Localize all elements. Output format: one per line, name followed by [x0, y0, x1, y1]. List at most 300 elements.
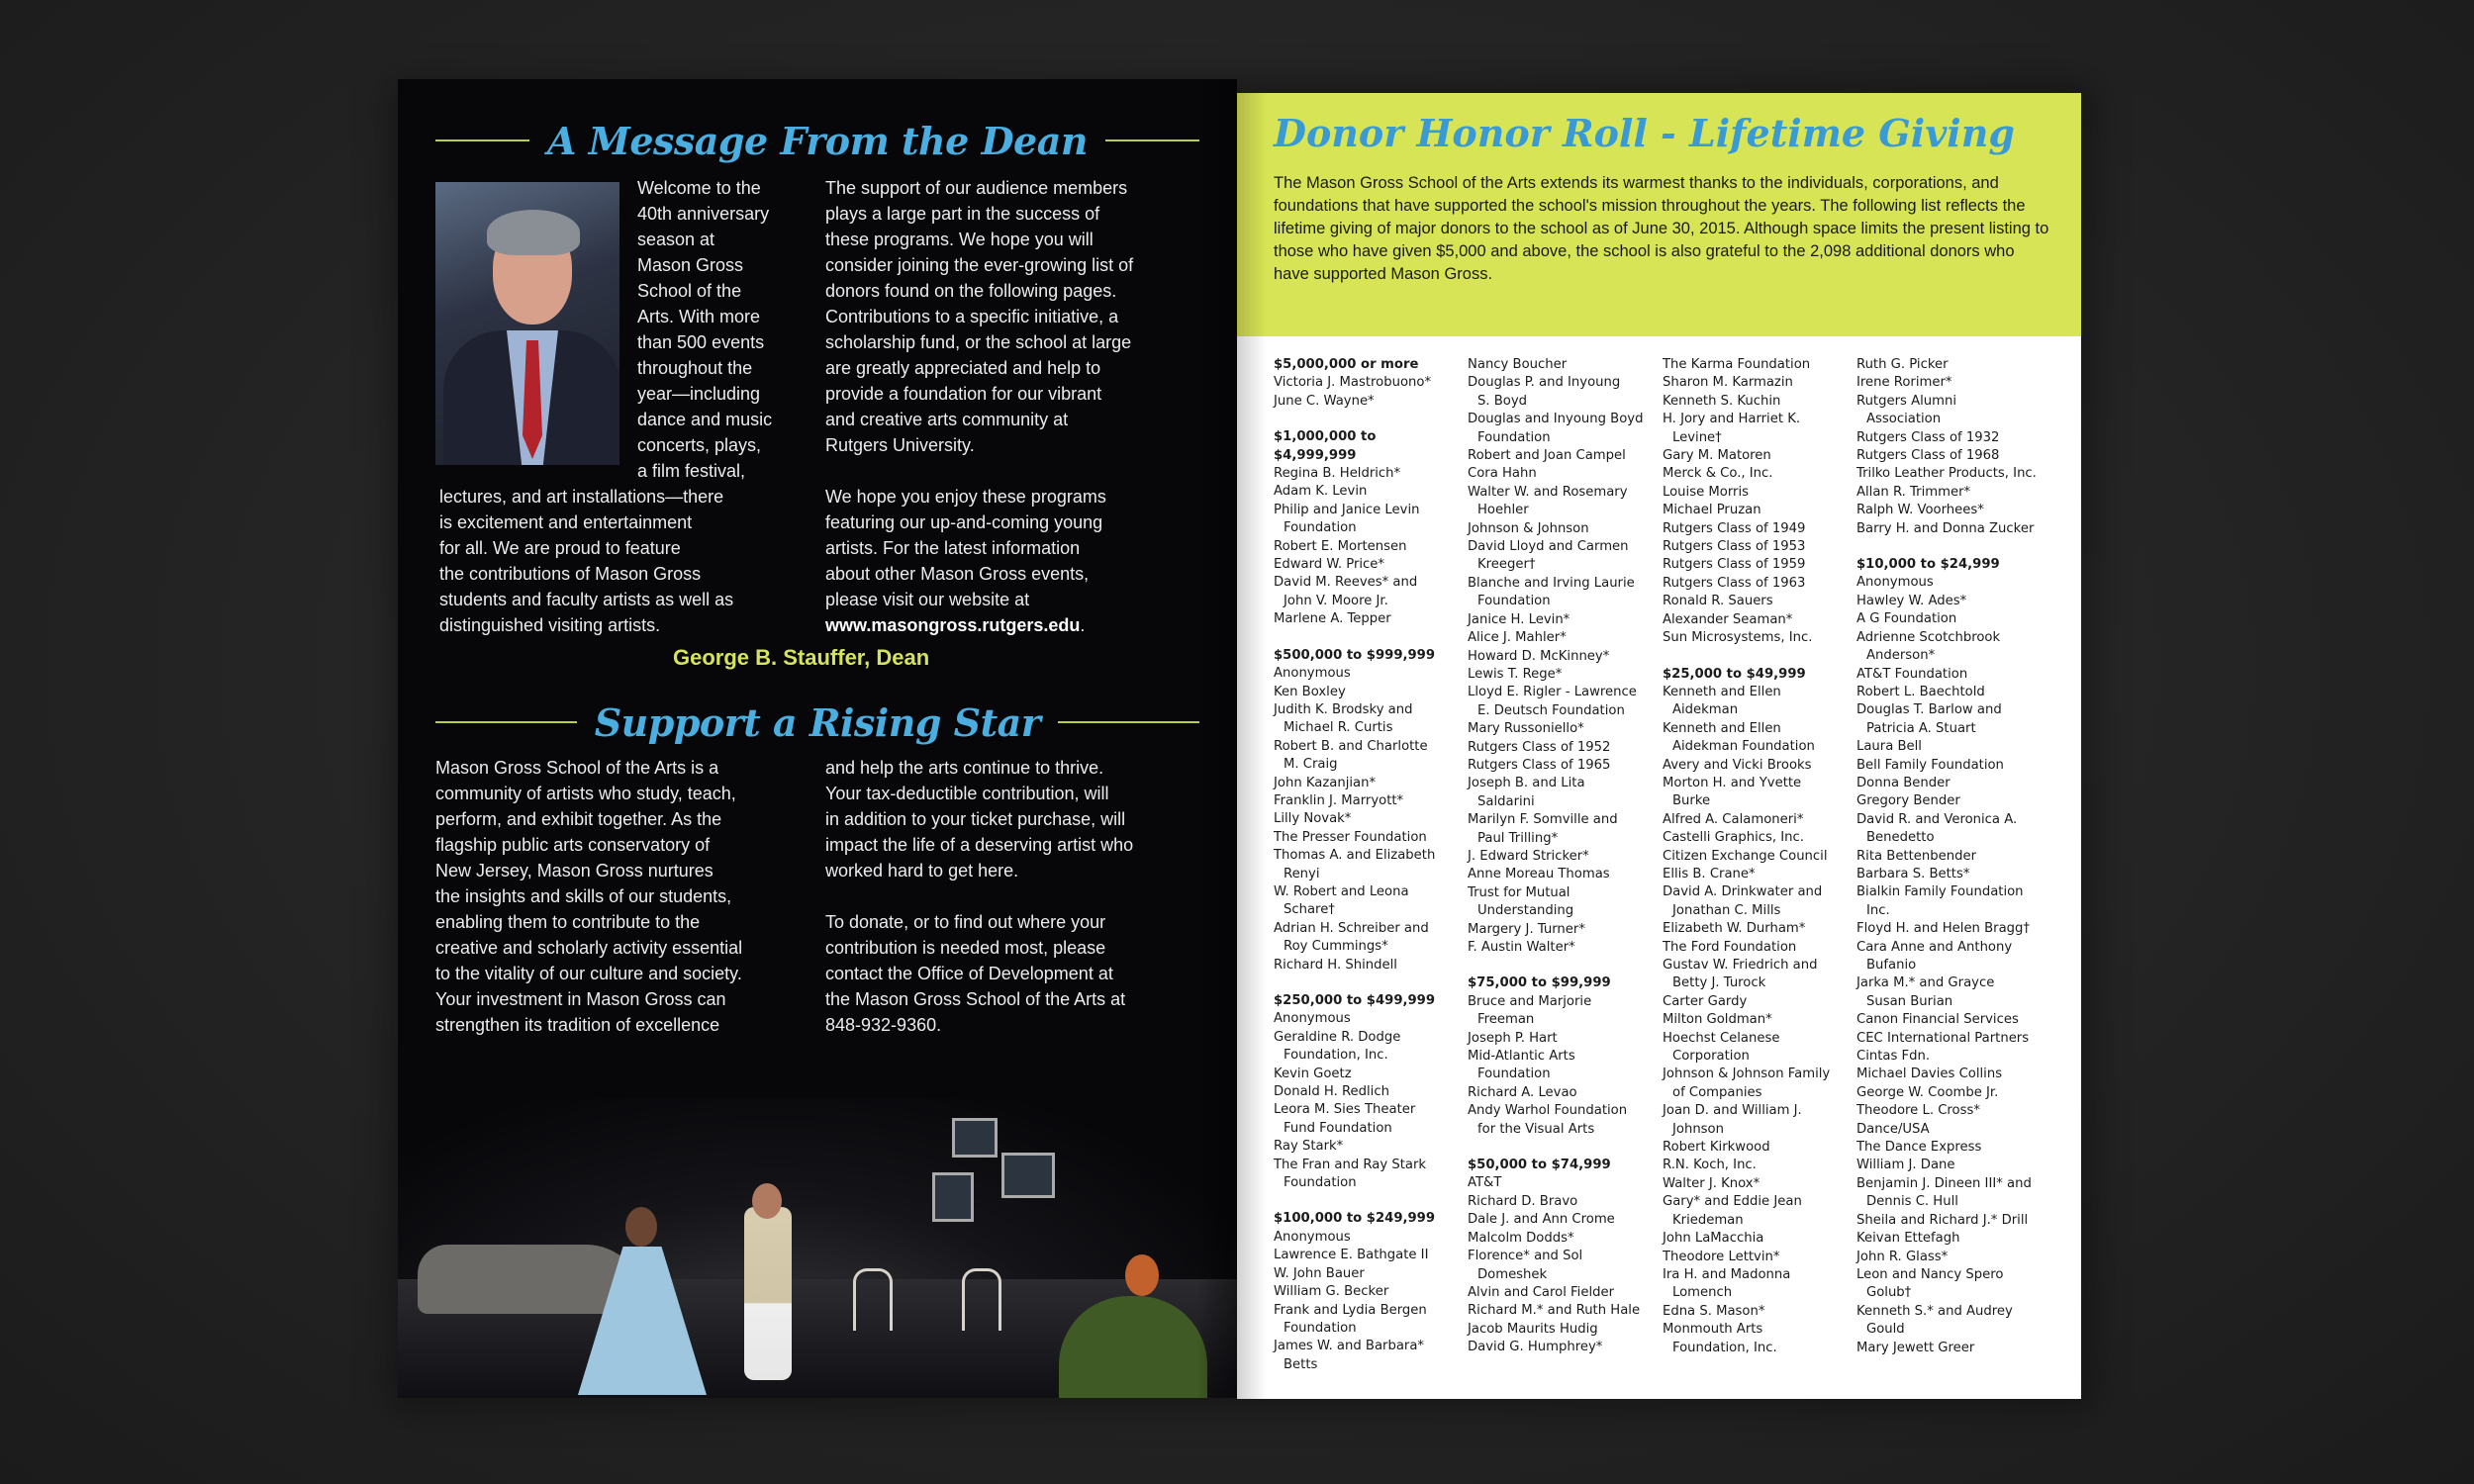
donor-name: Canon Financial Services — [1856, 1012, 2019, 1028]
heading-rule — [435, 721, 577, 723]
text-line: and creative arts community at — [825, 410, 1069, 429]
donor-name: Adrian H. Schreiber and — [1274, 920, 1429, 936]
text-line: plays a large part in the success of — [825, 204, 1100, 224]
text-line: Rutgers University. — [825, 435, 975, 455]
donor-name: Rutgers Class of 1952 — [1468, 739, 1611, 755]
donor-name: R.N. Koch, Inc. — [1663, 1158, 1757, 1173]
donor-name: Lilly Novak* — [1274, 811, 1352, 827]
text-line: donors found on the following pages. — [825, 281, 1117, 301]
donor-name: Sharon M. Karmazin — [1663, 375, 1793, 391]
giving-level-heading: $50,000 to $74,999 — [1468, 1158, 1611, 1173]
donor-name: Castelli Graphics, Inc. — [1663, 830, 1804, 846]
donor-name: Understanding — [1477, 903, 1574, 919]
donor-name: David Lloyd and Carmen — [1468, 539, 1629, 555]
donor-name: Hawley W. Ades* — [1856, 593, 1967, 608]
text-line: contact the Office of Development at — [825, 964, 1113, 983]
donor-name: Alexander Seaman* — [1663, 611, 1793, 627]
support-column-2 — [825, 755, 1221, 1038]
donor-name: Regina B. Heldrich* — [1274, 466, 1401, 482]
donor-column — [1856, 356, 2045, 1357]
donor-name: Bialkin Family Foundation — [1856, 884, 2024, 900]
donor-name: Joseph B. and Lita — [1468, 776, 1585, 791]
donor-name: Aidekman Foundation — [1672, 739, 1815, 755]
donor-name: Paul Trilling* — [1477, 830, 1559, 846]
text-line: creative and scholarly activity essential — [435, 938, 743, 958]
donor-name: Monmouth Arts — [1663, 1322, 1763, 1338]
donor-name: Lloyd E. Rigler - Lawrence — [1468, 685, 1637, 700]
text-line: The support of our audience members — [825, 178, 1128, 198]
donor-name: Kreeger† — [1477, 557, 1536, 573]
donor-name: Betty J. Turock — [1672, 975, 1766, 991]
giving-level-heading: $75,000 to $99,999 — [1468, 975, 1611, 991]
text-line: about other Mason Gross events, — [825, 564, 1090, 584]
donor-name: S. Boyd — [1477, 393, 1528, 409]
text-line: students and faculty artists as well as — [439, 590, 734, 609]
donor-name: Robert E. Mortensen — [1274, 538, 1407, 554]
dean-intro-wrapped — [637, 175, 796, 484]
text-line: We hope you enjoy these programs — [825, 487, 1106, 507]
donor-name: Douglas T. Barlow and — [1856, 702, 2002, 718]
text-line: enabling them to contribute to the — [435, 912, 701, 932]
giving-level-heading: $25,000 to $49,999 — [1663, 666, 1806, 682]
text-line: 40th anniversary — [637, 204, 770, 224]
donor-name: Inc. — [1866, 902, 1890, 918]
donor-name: Robert Kirkwood — [1663, 1140, 1770, 1156]
text-line: impact the life of a deserving artist who — [825, 835, 1134, 855]
text-line: worked hard to get here. — [825, 861, 1019, 881]
donor-name: Philip and Janice Levin — [1274, 502, 1420, 517]
donor-name: Ralph W. Voorhees* — [1856, 503, 1984, 518]
text-line: is excitement and entertainment — [439, 512, 693, 532]
donor-name: Ruth G. Picker — [1856, 357, 1949, 372]
dean-portrait — [435, 182, 619, 465]
donor-name: Frank and Lydia Bergen — [1274, 1302, 1427, 1318]
donor-name: Adrienne Scotchbrook — [1856, 629, 2001, 645]
donor-name: Foundation — [1284, 1320, 1357, 1336]
donor-name: Lawrence E. Bathgate II — [1274, 1248, 1429, 1263]
donor-column — [1274, 356, 1462, 1374]
donor-name: Kenneth S.* and Audrey — [1856, 1303, 2013, 1319]
donor-name: Citizen Exchange Council — [1663, 848, 1828, 864]
dean-intro-full — [439, 484, 806, 638]
donor-name: of Companies — [1672, 1084, 1762, 1100]
text-line: community of artists who study, teach, — [435, 784, 736, 803]
donor-name: Ronald R. Sauers — [1663, 594, 1773, 609]
donor-name: Kriedeman — [1672, 1212, 1744, 1228]
donor-name: Rutgers Alumni — [1856, 393, 1956, 409]
donor-name: Florence* and Sol — [1468, 1249, 1583, 1264]
donor-name: Irene Rorimer* — [1856, 375, 1952, 391]
giving-level-heading: $500,000 to $999,999 — [1274, 647, 1436, 663]
donor-name: Carter Gardy — [1663, 993, 1748, 1009]
donor-name: Robert B. and Charlotte — [1274, 738, 1428, 754]
donor-name: Burke — [1672, 793, 1711, 809]
donor-name: Kevin Goetz — [1274, 1066, 1352, 1081]
donor-name: Bell Family Foundation — [1856, 757, 2004, 773]
donor-column — [1663, 356, 1851, 1357]
donor-name: Victoria J. Mastrobuono* — [1274, 375, 1432, 391]
donor-name: Floyd H. and Helen Bragg† — [1856, 921, 2030, 937]
donor-name: Domeshek — [1477, 1266, 1548, 1282]
donor-name: Edna S. Mason* — [1663, 1303, 1765, 1319]
stage-photo — [398, 1098, 1237, 1398]
donor-name: Donald H. Redlich — [1274, 1084, 1389, 1100]
donor-name: Kenneth and Ellen — [1663, 684, 1781, 699]
donor-name: Bruce and Marjorie — [1468, 993, 1592, 1009]
donor-name: David R. and Veronica A. — [1856, 811, 2018, 827]
donor-name: David G. Humphrey* — [1468, 1340, 1603, 1355]
donor-name: Renyi — [1284, 866, 1320, 881]
donor-name: Foundation — [1477, 429, 1551, 445]
donor-name: Elizabeth W. Durham* — [1663, 921, 1806, 937]
donor-name: John V. Moore Jr. — [1284, 593, 1388, 608]
donor-name: for the Visual Arts — [1477, 1121, 1595, 1137]
dean-signature: George B. Stauffer, Dean — [673, 645, 930, 670]
right-page — [1237, 93, 2081, 1399]
donor-name: Rutgers Class of 1959 — [1663, 557, 1806, 573]
text-line: for all. We are proud to feature — [439, 538, 681, 558]
donor-name: Rita Bettenbender — [1856, 848, 1976, 864]
donor-name: Dale J. and Ann Crome — [1468, 1212, 1615, 1228]
text-line: dance and music — [637, 410, 773, 429]
text-line: please visit our website at — [825, 590, 1030, 609]
text-line: Mason Gross — [637, 255, 744, 275]
donor-name: The Karma Foundation — [1663, 357, 1811, 372]
text-line: are greatly appreciated and help to — [825, 358, 1101, 378]
support-heading: Support a Rising Star — [594, 699, 1041, 745]
donor-name: Leora M. Sies Theater — [1274, 1102, 1416, 1118]
text-line: New Jersey, Mason Gross nurtures — [435, 861, 714, 881]
donor-name: Robert L. Baechtold — [1856, 684, 1985, 699]
donor-name: Thomas A. and Elizabeth — [1274, 848, 1436, 864]
donor-name: Milton Goldman* — [1663, 1012, 1772, 1028]
text-line: consider joining the ever-growing list of — [825, 255, 1134, 275]
donor-name: Mid-Atlantic Arts — [1468, 1049, 1575, 1065]
support-column-1 — [435, 755, 807, 1038]
dean-heading: A Message From the Dean — [547, 118, 1088, 163]
donor-name: J. Edward Stricker* — [1468, 848, 1589, 864]
donor-name: Leon and Nancy Spero — [1856, 1266, 2004, 1282]
text-line: Your tax-deductible contribution, will — [825, 784, 1109, 803]
donor-name: Trilko Leather Products, Inc. — [1856, 466, 2037, 482]
donor-name: Margery J. Turner* — [1468, 921, 1585, 937]
donor-name: William G. Becker — [1274, 1284, 1389, 1300]
text-line: artists. For the latest information — [825, 538, 1081, 558]
donor-name: Merck & Co., Inc. — [1663, 466, 1773, 482]
donor-name: Ken Boxley — [1274, 684, 1346, 699]
donor-name: Levine† — [1672, 429, 1722, 445]
donor-name: Theodore L. Cross* — [1856, 1103, 1980, 1119]
text-line: the contributions of Mason Gross — [439, 564, 702, 584]
donor-name: Walter J. Knox* — [1663, 1175, 1760, 1191]
donor-name: Richard D. Bravo — [1468, 1193, 1578, 1209]
donor-name: Douglas and Inyoung Boyd — [1468, 412, 1644, 427]
text-line: these programs. We hope you will — [825, 230, 1094, 249]
donor-name: Laura Bell — [1856, 739, 1922, 755]
text-line: to the vitality of our culture and society. — [435, 964, 742, 983]
donor-name: Jacob Maurits Hudig — [1468, 1321, 1598, 1337]
donor-name: Michael R. Curtis — [1284, 720, 1393, 736]
giving-level-heading: $1,000,000 to $4,999,999 — [1274, 429, 1377, 463]
heading-rule — [1105, 139, 1199, 141]
donor-name: Susan Burian — [1866, 993, 1953, 1009]
donor-name: Benjamin J. Dineen III* and — [1856, 1175, 2032, 1191]
text-line: contribution is needed most, please — [825, 938, 1106, 958]
donor-name: Janice H. Levin* — [1468, 611, 1570, 627]
donor-name: Foundation — [1477, 1067, 1551, 1082]
donor-name: Barbara S. Betts* — [1856, 866, 1970, 881]
text-line: in addition to your ticket purchase, will — [825, 809, 1126, 829]
heading-rule — [1058, 721, 1199, 723]
donor-name: Morton H. and Yvette — [1663, 775, 1802, 790]
donor-name: Roy Cummings* — [1284, 939, 1388, 955]
text-line: lectures, and art installations—there — [439, 487, 724, 507]
donor-name: Barry H. and Donna Zucker — [1856, 520, 2035, 536]
dean-paragraph-support — [825, 175, 1221, 458]
donor-name: M. Craig — [1284, 757, 1338, 773]
donor-name: Mary Russoniello* — [1468, 721, 1584, 737]
donor-name: David M. Reeves* and — [1274, 575, 1418, 591]
donor-name: Cintas Fdn. — [1856, 1049, 1931, 1065]
donor-name: Richard M.* and Ruth Hale — [1468, 1303, 1641, 1319]
donor-name: Mary Jewett Greer — [1856, 1340, 1975, 1355]
donor-name: The Ford Foundation — [1663, 939, 1797, 955]
donor-name: Corporation — [1672, 1049, 1750, 1065]
donor-name: Alfred A. Calamoneri* — [1663, 811, 1804, 827]
donor-name: John LaMacchia — [1663, 1231, 1764, 1247]
donor-name: CEC International Partners — [1856, 1030, 2030, 1046]
text-line: Mason Gross School of the Arts is a — [435, 758, 719, 778]
donor-name: Foundation — [1284, 1175, 1357, 1191]
donor-name: Jarka M.* and Grayce — [1856, 975, 1995, 991]
text-line: throughout the — [637, 358, 753, 378]
donor-name: Dance/USA — [1856, 1121, 1930, 1137]
text-line: the Mason Gross School of the Arts at — [825, 989, 1126, 1009]
donor-name: Sheila and Richard J.* Drill — [1856, 1212, 2029, 1228]
donor-name: Donna Bender — [1856, 775, 1951, 790]
text-line: Contributions to a specific initiative, a — [825, 307, 1119, 326]
donor-name: George W. Coombe Jr. — [1856, 1084, 1999, 1100]
donor-name: AT&T Foundation — [1856, 666, 1968, 682]
donor-name: Rutgers Class of 1963 — [1663, 575, 1806, 591]
text-line: distinguished visiting artists. — [439, 615, 661, 635]
donor-name: Hoechst Celanese — [1663, 1030, 1780, 1046]
donor-name: Ira H. and Madonna — [1663, 1266, 1791, 1282]
text-line: a film festival, — [637, 461, 746, 481]
donor-name: Anonymous — [1274, 1229, 1351, 1245]
honor-roll-intro: The Mason Gross School of the Arts extends its warmest thanks to the individuals, corporations, and foundations that have supported the school's mission throughout the years. The following list reflects the lifetime giving of major donors to the school as of June 30, 2015. Although space limits the present listing to those who have given $5,000 and above, the school is also grateful to the 2,098 additional donors who have supported Mason Gross. — [1274, 174, 2049, 283]
text-line: 848-932-9360. — [825, 1015, 942, 1035]
donor-name: Cara Anne and Anthony — [1856, 939, 2013, 955]
donor-name: Michael Pruzan — [1663, 503, 1761, 518]
donor-name: Walter W. and Rosemary — [1468, 484, 1628, 500]
donor-name: The Fran and Ray Stark — [1274, 1157, 1427, 1172]
donor-name: Anonymous — [1274, 1011, 1351, 1027]
donor-name: Bufanio — [1866, 958, 1917, 973]
donor-name: Sun Microsystems, Inc. — [1663, 630, 1813, 646]
donor-name: Cora Hahn — [1468, 466, 1537, 482]
text-line: featuring our up-and-coming young — [825, 512, 1103, 532]
donor-name: Adam K. Levin — [1274, 484, 1368, 500]
donor-name: Gary* and Eddie Jean — [1663, 1194, 1802, 1210]
donor-name: Rutgers Class of 1949 — [1663, 520, 1806, 536]
text-line: concerts, plays, — [637, 435, 762, 455]
giving-level-heading: $5,000,000 or more — [1274, 357, 1419, 372]
donor-name: Gould — [1866, 1322, 1905, 1338]
donor-name: Marlene A. Tepper — [1274, 611, 1391, 627]
donor-name: Gary M. Matoren — [1663, 448, 1771, 464]
donor-name: Johnson & Johnson Family — [1663, 1067, 1831, 1082]
donor-name: Foundation — [1477, 594, 1551, 609]
text-line: To donate, or to find out where your — [825, 912, 1106, 932]
text-line: and help the arts continue to thrive. — [825, 758, 1104, 778]
text-line: flagship public arts conservatory of — [435, 835, 711, 855]
donor-name: Nancy Boucher — [1468, 357, 1568, 372]
left-page — [398, 79, 1237, 1398]
donor-name: Lewis T. Rege* — [1468, 666, 1563, 682]
donor-name: Benedetto — [1866, 830, 1935, 846]
heading-rule — [435, 139, 529, 141]
donor-name: Kenneth S. Kuchin — [1663, 393, 1781, 409]
donor-name: Patricia A. Stuart — [1866, 720, 1976, 736]
donor-name: W. John Bauer — [1274, 1265, 1365, 1281]
donor-name: William J. Dane — [1856, 1158, 1955, 1173]
donor-name: Jonathan C. Mills — [1672, 902, 1781, 918]
donor-name: John R. Glass* — [1856, 1249, 1949, 1264]
text-line: year—including — [637, 384, 761, 404]
donor-column — [1468, 356, 1656, 1357]
donor-name: Rutgers Class of 1953 — [1663, 539, 1806, 555]
donor-name: Edward W. Price* — [1274, 557, 1384, 573]
donor-name: Gustav W. Friedrich and — [1663, 958, 1818, 973]
donor-name: Joseph P. Hart — [1468, 1030, 1558, 1046]
text-line: scholarship fund, or the school at large — [825, 332, 1132, 352]
donor-name: Saldarini — [1477, 793, 1535, 809]
donor-name: Judith K. Brodsky and — [1274, 701, 1413, 717]
donor-name: Schare† — [1284, 902, 1335, 918]
website-link[interactable]: www.masongross.rutgers.edu — [825, 615, 1081, 635]
donor-name: Anderson* — [1866, 648, 1936, 664]
donor-name: Marilyn F. Somville and — [1468, 812, 1618, 828]
page-gutter-shade — [1237, 93, 1267, 1399]
text-line: strengthen its tradition of excellence — [435, 1015, 720, 1035]
text-line: Your investment in Mason Gross can — [435, 989, 726, 1009]
donor-name: Joan D. and William J. — [1663, 1103, 1802, 1119]
honor-roll-banner — [1237, 93, 2081, 336]
donor-name: Rutgers Class of 1968 — [1856, 448, 2000, 464]
donor-name: Foundation, Inc. — [1284, 1048, 1388, 1064]
donor-name: Avery and Vicki Brooks — [1663, 757, 1812, 773]
donor-name: Johnson & Johnson — [1468, 520, 1589, 536]
text-line: Welcome to the — [637, 178, 761, 198]
giving-level-heading: $10,000 to $24,999 — [1856, 557, 2000, 573]
donor-name: Alvin and Carol Fielder — [1468, 1284, 1615, 1300]
donor-name: F. Austin Walter* — [1468, 940, 1575, 955]
donor-name: Golub† — [1866, 1285, 1912, 1301]
donor-name: Theodore Lettvin* — [1663, 1249, 1780, 1264]
text-line: season at — [637, 230, 715, 249]
giving-level-heading: $250,000 to $499,999 — [1274, 993, 1436, 1008]
donor-name: Association — [1866, 412, 1942, 427]
donor-name: AT&T — [1468, 1175, 1502, 1191]
donor-name: The Dance Express — [1856, 1140, 1982, 1156]
donor-name: Gregory Bender — [1856, 793, 1960, 809]
donor-name: Andy Warhol Foundation — [1468, 1103, 1628, 1119]
donor-name: W. Robert and Leona — [1274, 883, 1409, 899]
donor-name: Lomench — [1672, 1285, 1733, 1301]
donor-name: Ray Stark* — [1274, 1139, 1344, 1155]
donor-name: Keivan Ettefagh — [1856, 1231, 1960, 1247]
donor-name: Douglas P. and Inyoung — [1468, 375, 1621, 391]
support-paragraph-donate — [825, 909, 1221, 1038]
support-paragraph-contribution — [825, 755, 1221, 883]
donor-name: A G Foundation — [1856, 611, 1957, 627]
donor-name: E. Deutsch Foundation — [1477, 702, 1625, 718]
donor-name: Blanche and Irving Laurie — [1468, 575, 1635, 591]
donor-name: Richard H. Shindell — [1274, 957, 1397, 973]
giving-level-heading: $100,000 to $249,999 — [1274, 1211, 1436, 1227]
donor-name: Geraldine R. Dodge — [1274, 1029, 1401, 1045]
donor-name: Rutgers Class of 1932 — [1856, 429, 2000, 445]
donor-name: Aidekman — [1672, 702, 1739, 718]
donor-name: June C. Wayne* — [1274, 393, 1375, 409]
text-line: Arts. With more — [637, 307, 761, 326]
honor-roll-heading: Donor Honor Roll - Lifetime Giving — [1274, 111, 2015, 155]
donor-name: Dennis C. Hull — [1866, 1194, 1958, 1210]
donor-name: John Kazanjian* — [1274, 775, 1377, 790]
donor-name: Robert and Joan Campel — [1468, 448, 1626, 464]
donor-name: H. Jory and Harriet K. — [1663, 412, 1801, 427]
donor-name: Fund Foundation — [1284, 1120, 1392, 1136]
donor-name: David A. Drinkwater and — [1663, 884, 1823, 900]
text-line: provide a foundation for our vibrant — [825, 384, 1102, 404]
page-gutter-shade — [1197, 79, 1237, 1398]
donor-name: Louise Morris — [1663, 484, 1749, 500]
dean-paragraph-enjoy — [825, 484, 1221, 612]
donor-name: Hoehler — [1477, 503, 1529, 518]
donor-name: Malcolm Dodds* — [1468, 1230, 1574, 1246]
donor-name: James W. and Barbara* — [1274, 1339, 1425, 1354]
text-line: than 500 events — [637, 332, 765, 352]
dean-heading-row — [435, 111, 1199, 170]
dean-column-2 — [825, 175, 1221, 638]
donor-name: Kenneth and Ellen — [1663, 720, 1781, 736]
donor-name: Foundation — [1284, 520, 1357, 536]
donor-name: Alice J. Mahler* — [1468, 630, 1567, 646]
donor-name: Anonymous — [1856, 575, 1934, 591]
donor-name: Franklin J. Marryott* — [1274, 792, 1404, 808]
donor-name: Rutgers Class of 1965 — [1468, 757, 1611, 773]
donor-name: Anne Moreau Thomas — [1468, 867, 1610, 882]
donor-name: Anonymous — [1274, 666, 1351, 682]
donor-name: Foundation, Inc. — [1672, 1340, 1777, 1355]
text-line: perform, and exhibit together. As the — [435, 809, 722, 829]
support-heading-row — [435, 693, 1199, 752]
donor-name: Howard D. McKinney* — [1468, 648, 1610, 664]
text-line: School of the — [637, 281, 742, 301]
donor-name: Michael Davies Collins — [1856, 1067, 2003, 1082]
donor-name: Freeman — [1477, 1012, 1535, 1028]
donor-name: Ellis B. Crane* — [1663, 866, 1756, 881]
donor-name: The Presser Foundation — [1274, 829, 1427, 845]
donor-name: Trust for Mutual — [1468, 884, 1570, 900]
donor-name: Betts — [1284, 1356, 1318, 1372]
donor-name: Richard A. Levao — [1468, 1084, 1577, 1100]
website-period: . — [1080, 615, 1086, 635]
donor-name: Johnson — [1672, 1121, 1724, 1137]
text-line: the insights and skills of our students, — [435, 886, 732, 906]
donor-name: Allan R. Trimmer* — [1856, 484, 1971, 500]
